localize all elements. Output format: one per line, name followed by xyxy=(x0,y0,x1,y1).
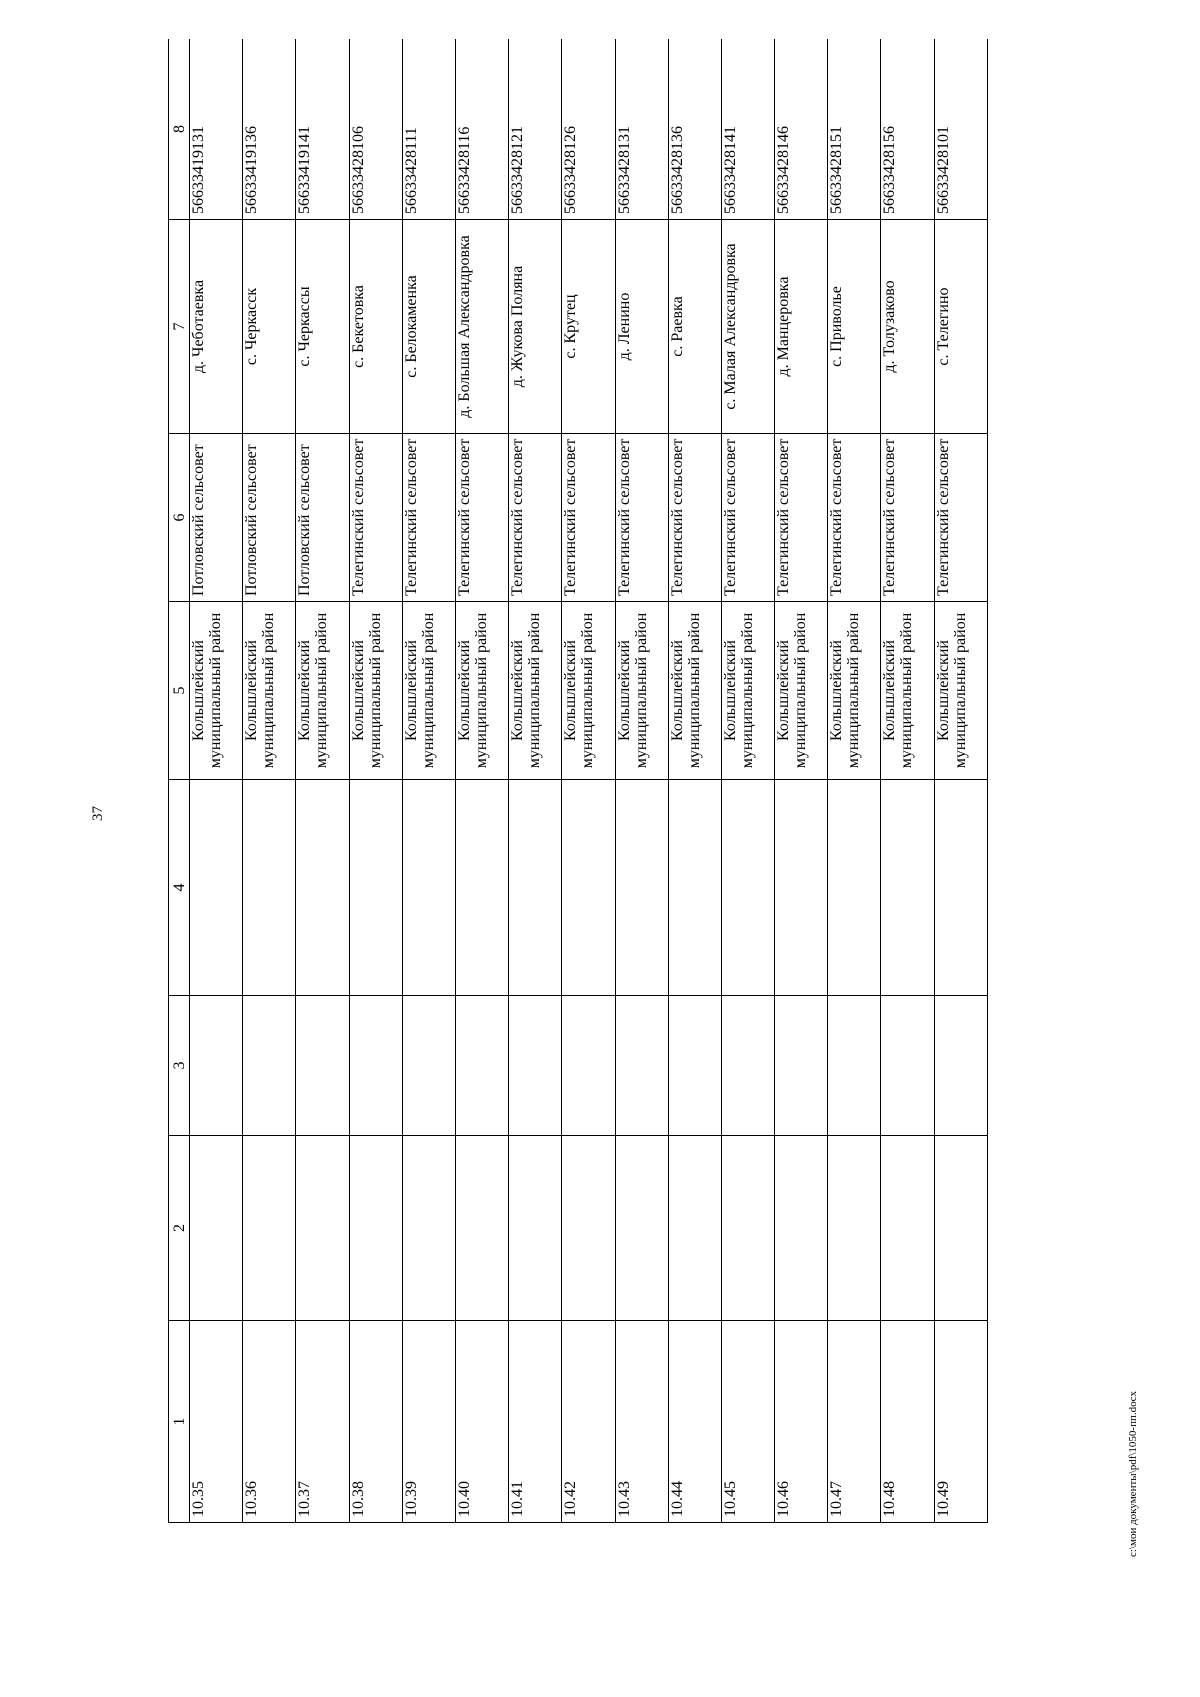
district-cell: Кольшлейский муниципальный район xyxy=(243,602,296,780)
empty-cell-3 xyxy=(509,996,562,1136)
table-row xyxy=(828,39,881,1523)
settlement-cell: с. Телегино xyxy=(934,220,987,434)
oktmo-code-cell: 56633428131 xyxy=(615,39,668,220)
settlement-cell: д. Ленино xyxy=(615,220,668,434)
oktmo-code-cell: 56633428126 xyxy=(562,39,615,220)
district-cell: Кольшлейский муниципальный район xyxy=(296,602,349,780)
table-row xyxy=(296,39,349,1523)
settlement-cell: с. Крутец xyxy=(562,220,615,434)
empty-cell-2 xyxy=(296,1136,349,1321)
row-number-cell: 10.40 xyxy=(455,1321,508,1523)
registry-table-body xyxy=(169,39,988,1523)
district-cell: Кольшлейский муниципальный район xyxy=(775,602,828,780)
empty-cell-3 xyxy=(562,996,615,1136)
empty-cell-4 xyxy=(296,780,349,996)
oktmo-code-cell: 56633428151 xyxy=(828,39,881,220)
settlement-cell: с. Раевка xyxy=(668,220,721,434)
table-row xyxy=(881,39,934,1523)
council-cell: Телегинский сельсовет xyxy=(668,434,721,602)
oktmo-code-cell: 56633419141 xyxy=(296,39,349,220)
council-cell: Потловский сельсовет xyxy=(243,434,296,602)
empty-cell-3 xyxy=(615,996,668,1136)
council-cell: Телегинский сельсовет xyxy=(562,434,615,602)
oktmo-code-cell: 56633419136 xyxy=(243,39,296,220)
row-number-cell: 10.45 xyxy=(721,1321,774,1523)
empty-cell-4 xyxy=(881,780,934,996)
oktmo-code-cell: 56633428111 xyxy=(402,39,455,220)
empty-cell-2 xyxy=(402,1136,455,1321)
column-header-2: 2 xyxy=(169,1136,190,1321)
empty-cell-4 xyxy=(455,780,508,996)
oktmo-code-cell: 56633428156 xyxy=(881,39,934,220)
council-cell: Телегинский сельсовет xyxy=(349,434,402,602)
empty-cell-2 xyxy=(243,1136,296,1321)
empty-cell-2 xyxy=(721,1136,774,1321)
column-header-4: 4 xyxy=(169,780,190,996)
empty-cell-3 xyxy=(668,996,721,1136)
row-number-cell: 10.37 xyxy=(296,1321,349,1523)
empty-cell-2 xyxy=(190,1136,243,1321)
registry-table-container xyxy=(168,39,988,1523)
district-cell: Кольшлейский муниципальный район xyxy=(721,602,774,780)
footer-file-path-text: c:\мои документы\pdf\1050-пп.docx xyxy=(1127,1390,1140,1558)
district-cell: Кольшлейский муниципальный район xyxy=(349,602,402,780)
row-number-cell: 10.48 xyxy=(881,1321,934,1523)
empty-cell-3 xyxy=(828,996,881,1136)
council-cell: Телегинский сельсовет xyxy=(455,434,508,602)
empty-cell-4 xyxy=(828,780,881,996)
empty-cell-4 xyxy=(721,780,774,996)
column-header-6: 6 xyxy=(169,434,190,602)
footer-file-path xyxy=(1123,1308,1143,1640)
empty-cell-3 xyxy=(934,996,987,1136)
council-cell: Телегинский сельсовет xyxy=(828,434,881,602)
empty-cell-2 xyxy=(509,1136,562,1321)
column-header-8: 8 xyxy=(169,39,190,220)
settlement-cell: д. Жукова Поляна xyxy=(509,220,562,434)
table-row xyxy=(190,39,243,1523)
table-row xyxy=(243,39,296,1523)
council-cell: Телегинский сельсовет xyxy=(721,434,774,602)
oktmo-code-cell: 56633428136 xyxy=(668,39,721,220)
registry-table-rotated xyxy=(168,39,988,1523)
column-header-5: 5 xyxy=(169,602,190,780)
table-row xyxy=(775,39,828,1523)
table-row xyxy=(455,39,508,1523)
table-row xyxy=(562,39,615,1523)
row-number-cell: 10.46 xyxy=(775,1321,828,1523)
row-number-cell: 10.35 xyxy=(190,1321,243,1523)
settlement-cell: с. Черкассы xyxy=(296,220,349,434)
oktmo-code-cell: 56633428121 xyxy=(509,39,562,220)
table-row xyxy=(402,39,455,1523)
empty-cell-3 xyxy=(775,996,828,1136)
page-number-text: 37 xyxy=(89,805,106,821)
empty-cell-2 xyxy=(881,1136,934,1321)
table-row xyxy=(934,39,987,1523)
row-number-cell: 10.47 xyxy=(828,1321,881,1523)
oktmo-code-cell: 56633428146 xyxy=(775,39,828,220)
empty-cell-3 xyxy=(402,996,455,1136)
empty-cell-4 xyxy=(190,780,243,996)
empty-cell-2 xyxy=(668,1136,721,1321)
column-header-7: 7 xyxy=(169,220,190,434)
empty-cell-4 xyxy=(562,780,615,996)
district-cell: Кольшлейский муниципальный район xyxy=(190,602,243,780)
settlement-cell: с. Бекетовка xyxy=(349,220,402,434)
empty-cell-4 xyxy=(668,780,721,996)
council-cell: Телегинский сельсовет xyxy=(881,434,934,602)
council-cell: Телегинский сельсовет xyxy=(509,434,562,602)
empty-cell-2 xyxy=(934,1136,987,1321)
table-row xyxy=(509,39,562,1523)
district-cell: Кольшлейский муниципальный район xyxy=(509,602,562,780)
council-cell: Телегинский сельсовет xyxy=(775,434,828,602)
empty-cell-2 xyxy=(455,1136,508,1321)
council-cell: Телегинский сельсовет xyxy=(934,434,987,602)
row-number-cell: 10.39 xyxy=(402,1321,455,1523)
settlement-cell: д. Чеботаевка xyxy=(190,220,243,434)
oktmo-code-cell: 56633428101 xyxy=(934,39,987,220)
empty-cell-2 xyxy=(615,1136,668,1321)
column-header-3: 3 xyxy=(169,996,190,1136)
settlement-cell: д. Толузаково xyxy=(881,220,934,434)
page-number xyxy=(86,798,110,828)
empty-cell-3 xyxy=(349,996,402,1136)
settlement-cell: с. Белокаменка xyxy=(402,220,455,434)
council-cell: Потловский сельсовет xyxy=(190,434,243,602)
row-number-cell: 10.43 xyxy=(615,1321,668,1523)
district-cell: Кольшлейский муниципальный район xyxy=(934,602,987,780)
district-cell: Кольшлейский муниципальный район xyxy=(828,602,881,780)
empty-cell-4 xyxy=(349,780,402,996)
empty-cell-3 xyxy=(455,996,508,1136)
empty-cell-4 xyxy=(775,780,828,996)
council-cell: Телегинский сельсовет xyxy=(615,434,668,602)
oktmo-code-cell: 56633428106 xyxy=(349,39,402,220)
district-cell: Кольшлейский муниципальный район xyxy=(562,602,615,780)
district-cell: Кольшлейский муниципальный район xyxy=(402,602,455,780)
district-cell: Кольшлейский муниципальный район xyxy=(668,602,721,780)
empty-cell-4 xyxy=(243,780,296,996)
settlement-cell: с. Малая Александровка xyxy=(721,220,774,434)
row-number-cell: 10.36 xyxy=(243,1321,296,1523)
empty-cell-4 xyxy=(402,780,455,996)
settlement-cell: с. Приволье xyxy=(828,220,881,434)
oktmo-code-cell: 56633419131 xyxy=(190,39,243,220)
empty-cell-3 xyxy=(190,996,243,1136)
row-number-cell: 10.38 xyxy=(349,1321,402,1523)
table-row xyxy=(349,39,402,1523)
council-cell: Телегинский сельсовет xyxy=(402,434,455,602)
oktmo-code-cell: 56633428116 xyxy=(455,39,508,220)
table-row xyxy=(721,39,774,1523)
row-number-cell: 10.42 xyxy=(562,1321,615,1523)
settlement-cell: с. Черкасск xyxy=(243,220,296,434)
oktmo-code-cell: 56633428141 xyxy=(721,39,774,220)
empty-cell-2 xyxy=(349,1136,402,1321)
empty-cell-4 xyxy=(934,780,987,996)
empty-cell-2 xyxy=(828,1136,881,1321)
registry-table xyxy=(168,39,988,1523)
empty-cell-2 xyxy=(562,1136,615,1321)
empty-cell-4 xyxy=(615,780,668,996)
empty-cell-3 xyxy=(243,996,296,1136)
empty-cell-3 xyxy=(296,996,349,1136)
settlement-cell: д. Большая Александровка xyxy=(455,220,508,434)
table-row xyxy=(668,39,721,1523)
table-row xyxy=(615,39,668,1523)
district-cell: Кольшлейский муниципальный район xyxy=(615,602,668,780)
row-number-cell: 10.49 xyxy=(934,1321,987,1523)
council-cell: Потловский сельсовет xyxy=(296,434,349,602)
empty-cell-2 xyxy=(775,1136,828,1321)
row-number-cell: 10.41 xyxy=(509,1321,562,1523)
empty-cell-4 xyxy=(509,780,562,996)
district-cell: Кольшлейский муниципальный район xyxy=(881,602,934,780)
settlement-cell: д. Манцеровка xyxy=(775,220,828,434)
district-cell: Кольшлейский муниципальный район xyxy=(455,602,508,780)
row-number-cell: 10.44 xyxy=(668,1321,721,1523)
empty-cell-3 xyxy=(881,996,934,1136)
column-header-1: 1 xyxy=(169,1321,190,1523)
table-header-row xyxy=(169,39,190,1523)
empty-cell-3 xyxy=(721,996,774,1136)
